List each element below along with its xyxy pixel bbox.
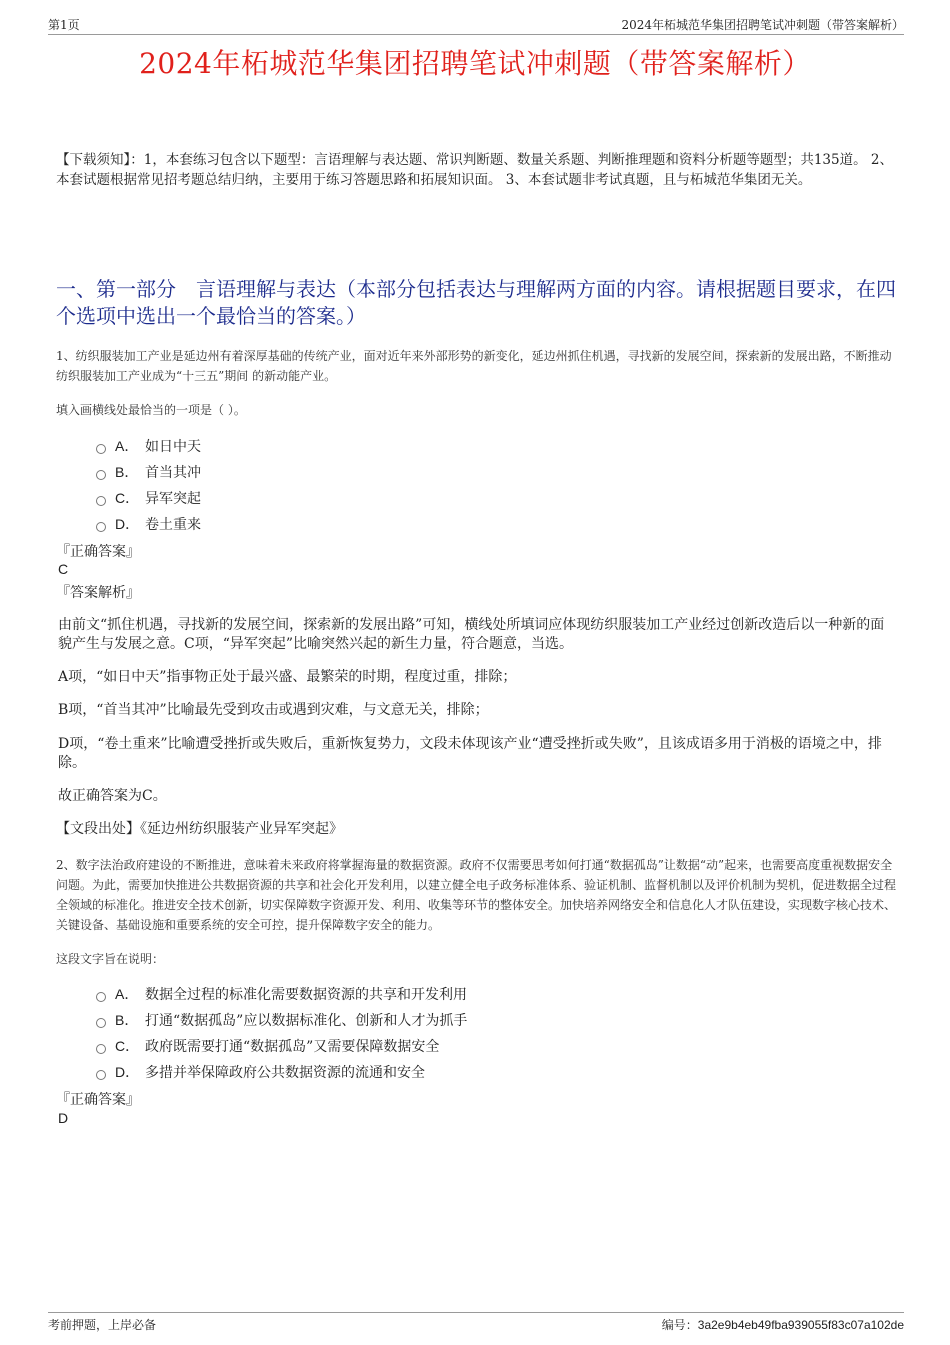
header-doc-title: 2024年柘城范华集团招聘笔试冲刺题（带答案解析） bbox=[621, 18, 904, 32]
question-1-stem: 1、纺织服装加工产业是延边州有着深厚基础的传统产业，面对近年来外部形势的新变化，延边州抓住机遇，寻找新的发展空间，探索新的发展出路，不断推动纺织服装加工产业成为“十三五”期间 的新动能产业。 bbox=[56, 349, 892, 383]
option-d[interactable]: D． 多措并举保障政府公共数据资源的流通和安全 bbox=[96, 1059, 467, 1085]
radio-icon[interactable] bbox=[96, 1070, 106, 1080]
option-a[interactable]: A． 数据全过程的标准化需要数据资源的共享和开发利用 bbox=[96, 981, 467, 1007]
radio-icon[interactable] bbox=[96, 1018, 106, 1028]
radio-icon[interactable] bbox=[96, 470, 106, 480]
page-title: 2024年柘城范华集团招聘笔试冲刺题（带答案解析） bbox=[139, 47, 811, 80]
question-2-stem: 2、数字法治政府建设的不断推进，意味着未来政府将掌握海量的数据资源。政府不仅需要思考如何打通“数据孤岛”让数据“动”起来，也需要高度重视数据安全问题。为此，需要加快推进公共数据资源的共享和社会化开发利用，以建立健全电子政务标准体系、验证机制、监督机制以及评价机制为契机，促进数据全过程全领域的标准化。推进安全技术创新，切实保障数字资源开发、利用、收集等环节的整体安全。加快培养网络安全和信息化人才队伍建设，实现数字核心技术、关键设备、基础设施和重要系统的安全可控，提升保障数字安全的能力。 bbox=[56, 858, 897, 932]
option-c[interactable]: C． 政府既需要打通“数据孤岛”又需要保障数据安全 bbox=[96, 1033, 467, 1059]
question-1-prompt: 填入画横线处最恰当的一项是（ ）。 bbox=[56, 403, 246, 417]
page-header bbox=[48, 14, 904, 35]
correct-answer: D bbox=[58, 1110, 69, 1126]
passage-source: 【文段出处】《延边州纺织服装产业异军突起》 bbox=[56, 821, 343, 837]
document-code: 编号：3a2e9b4eb49fba939055f83c07a102de bbox=[661, 1318, 904, 1332]
option-c[interactable]: C． 异军突起 bbox=[96, 485, 201, 511]
analysis-paragraph: A项，“如日中天”指事物正处于最兴盛、最繁荣的时期，程度过重，排除； bbox=[58, 669, 517, 685]
page-footer bbox=[48, 1312, 904, 1335]
option-a[interactable]: A． 如日中天 bbox=[96, 433, 201, 459]
analysis-paragraph: 由前文“抓住机遇，寻找新的发展空间，探索新的发展出路”可知，横线处所填词应体现纺织服装加工产业经过创新改造后以一种新的面貌产生与发展之意。C项，“异军突起”比喻突然兴起的新生力量，符合题意，当选。 bbox=[58, 617, 885, 652]
analysis-paragraph: D项，“卷土重来”比喻遭受挫折或失败后，重新恢复势力，文段未体现该产业“遭受挫折或失败”，且该成语多用于消极的语境之中，排除。 bbox=[58, 736, 882, 771]
radio-icon[interactable] bbox=[96, 496, 106, 506]
question-1-options bbox=[96, 433, 201, 537]
correct-answer-label: 『正确答案』 bbox=[56, 544, 140, 560]
option-b[interactable]: B． 首当其冲 bbox=[96, 459, 201, 485]
radio-icon[interactable] bbox=[96, 992, 106, 1002]
section-heading: 一、第一部分 言语理解与表达（本部分包括表达与理解两方面的内容。请根据题目要求，在四个选项中选出一个最恰当的答案。） bbox=[56, 277, 896, 328]
option-d[interactable]: D． 卷土重来 bbox=[96, 511, 201, 537]
analysis-conclusion: 故正确答案为C。 bbox=[58, 788, 167, 804]
correct-answer: C bbox=[58, 561, 69, 577]
question-2-prompt: 这段文字旨在说明： bbox=[56, 952, 165, 966]
radio-icon[interactable] bbox=[96, 522, 106, 532]
download-notice: 【下载须知】：1，本套练习包含以下题型：言语理解与表达题、常识判断题、数量关系题、判断推理题和资料分析题等题型；共135道。 2、本套试题根据常见招考题总结归纳，主要用于练习答题思路和拓展知识面。 3、本套试题非考试真题，且与柘城范华集团无关。 bbox=[56, 152, 893, 188]
radio-icon[interactable] bbox=[96, 1044, 106, 1054]
question-2-options bbox=[96, 981, 467, 1085]
correct-answer-label: 『正确答案』 bbox=[56, 1092, 140, 1108]
analysis-paragraph: B项，“首当其冲”比喻最先受到攻击或遇到灾难，与文意无关，排除； bbox=[58, 702, 489, 718]
option-b[interactable]: B． 打通“数据孤岛”应以数据标准化、创新和人才为抓手 bbox=[96, 1007, 467, 1033]
radio-icon[interactable] bbox=[96, 444, 106, 454]
footer-slogan: 考前押题，上岸必备 bbox=[48, 1318, 157, 1332]
analysis-label: 『答案解析』 bbox=[56, 585, 140, 601]
page-number: 第1页 bbox=[48, 18, 80, 32]
